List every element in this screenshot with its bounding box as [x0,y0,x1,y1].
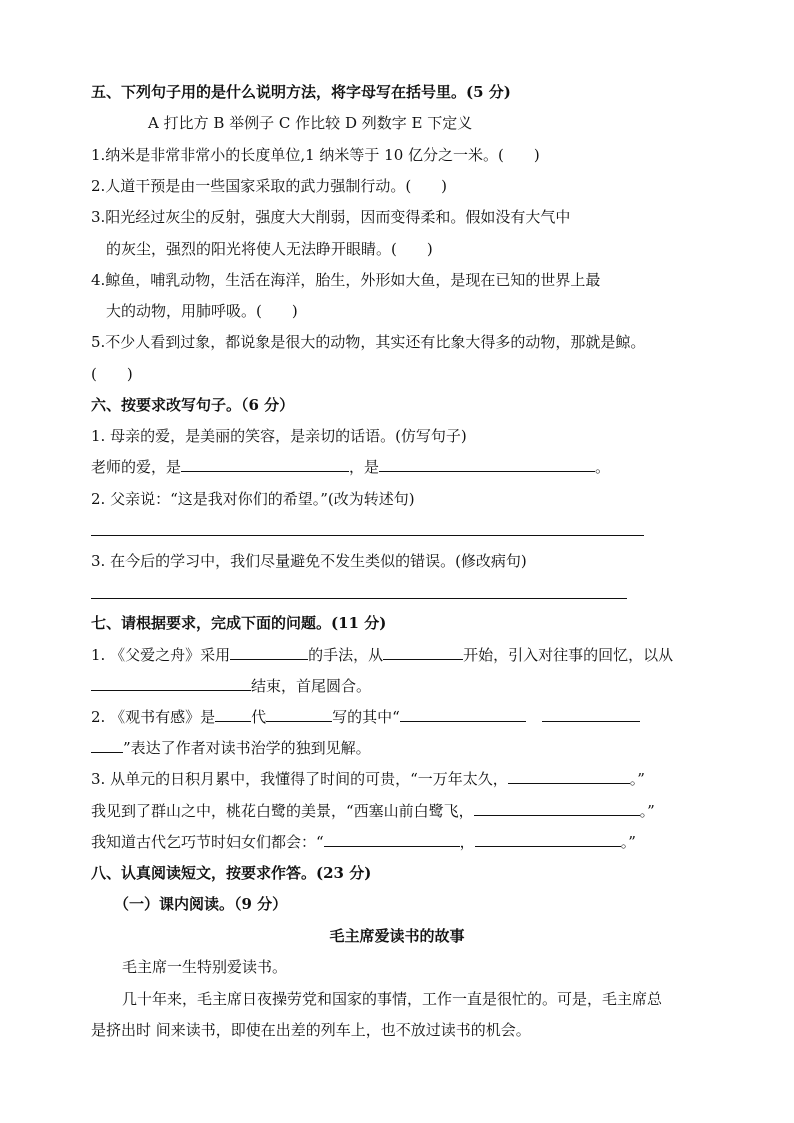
s6-q1-prefix: 老师的爱，是 [91,458,182,476]
s6-question-2: 2. 父亲说：“这是我对你们的希望。”(改为转述句) [91,490,415,508]
s7-q1-text-b: 的手法，从 [308,646,384,664]
s6-q1-middle: ，是 [349,458,380,476]
blank-11[interactable] [508,769,630,784]
s7-question-2-line-1 [91,707,640,727]
s5-question-4-line-2: 大的动物，用肺呼吸。( ) [106,302,298,320]
blank-4[interactable] [383,645,463,660]
s5-question-4-line-1: 4.鲸鱼，哺乳动物，生活在海洋，胎生，外形如大鱼，是现在已知的世界上最 [91,271,601,289]
blank-3[interactable] [230,645,308,660]
s5-question-3-line-1: 3.阳光经过灰尘的反射，强度大大削弱，因而变得柔和。假如没有大气中 [91,208,571,226]
s6-question-3: 3. 在今后的学习中，我们尽量避免不发生类似的错误。(修改病句) [91,552,527,570]
s7-q3-text-g: 。” [620,833,636,851]
s7-q3-text-e: 我知道古代乞巧节时妇女们都会：“ [91,833,324,851]
blank-12[interactable] [474,801,640,816]
section-7-title: 七、请根据要求，完成下面的问题。(11 分) [91,614,387,632]
blank-13[interactable] [324,832,460,847]
story-paragraph-1: 毛主席一生特别爱读书。 [122,958,288,976]
s7-question-3-line-1 [91,769,645,789]
blank-9[interactable] [542,707,640,722]
s7-q3-text-d: 。” [639,802,655,820]
s6-q3-answer-rule[interactable] [91,598,627,599]
s5-question-5-line-2: ( ) [91,365,133,383]
s7-question-1-line-2 [91,676,371,696]
s7-q2-text-a: 2. 《观书有感》是 [91,708,216,726]
blank-14[interactable] [475,832,621,847]
s7-q1-text-c: 开始，引入对往事的回忆，以从 [463,646,674,664]
section-5-options: A 打比方 B 举例子 C 作比较 D 列数字 E 下定义 [148,114,473,132]
s7-q1-text-d: 结束，首尾圆合。 [251,677,372,695]
s6-q1-end: 。 [595,458,611,476]
blank-6[interactable] [215,707,251,722]
blank-1[interactable] [181,457,349,472]
s6-q2-answer-rule[interactable] [91,535,644,536]
blank-2[interactable] [379,457,595,472]
s5-question-2: 2.人道干预是由一些国家采取的武力强制行动。( ) [91,177,448,195]
s7-question-2-line-2 [91,738,371,758]
s7-question-3-line-3 [91,832,636,852]
s7-question-1-line-1 [91,645,673,665]
section-8-title: 八、认真阅读短文，按要求作答。(23 分) [91,864,372,882]
s7-q2-text-c: 写的其中“ [332,708,400,726]
s7-q3-text-a: 3. 从单元的日积月累中，我懂得了时间的可贵，“一万年太久， [91,770,508,788]
s5-question-1: 1.纳米是非常非常小的长度单位,1 纳米等于 10 亿分之一米。( ) [91,146,540,164]
s7-q3-text-c: 我见到了群山之中，桃花白鹭的美景，“西塞山前白鹭飞， [91,802,474,820]
blank-5[interactable] [91,676,251,691]
s7-q2-text-d: ”表达了作者对读书治学的独到见解。 [123,739,371,757]
blank-8[interactable] [400,707,526,722]
story-paragraph-2-line-1: 几十年来，毛主席日夜操劳党和国家的事情，工作一直是很忙的。可是，毛主席总 [122,990,663,1008]
section-6-title: 六、按要求改写句子。（6 分） [91,396,295,414]
s7-q2-text-b: 代 [251,708,267,726]
s7-q1-text-a: 1. 《父爱之舟》采用 [91,646,231,664]
blank-10[interactable] [91,738,123,753]
s7-q3-text-b: 。” [629,770,645,788]
s5-question-3-line-2: 的灰尘，强烈的阳光将使人无法睁开眼睛。( ) [106,240,433,258]
story-paragraph-2-line-2: 是挤出时 间来读书，即使在出差的列车上，也不放过读书的机会。 [91,1021,531,1039]
s6-question-1-answer-line [91,457,610,477]
section-8-subtitle: （一）课内阅读。（9 分） [114,895,288,913]
blank-7[interactable] [266,707,332,722]
s5-question-5-line-1: 5.不少人看到过象，都说象是很大的动物，其实还有比象大得多的动物，那就是鲸。 [91,333,646,351]
section-5-title: 五、下列句子用的是什么说明方法，将字母写在括号里。(5 分) [91,83,511,101]
s7-q3-text-f: ， [459,833,475,851]
s6-question-1: 1. 母亲的爱，是美丽的笑容，是亲切的话语。(仿写句子) [91,427,467,445]
s7-question-3-line-2 [91,801,655,821]
story-title: 毛主席爱读书的故事 [329,927,465,945]
